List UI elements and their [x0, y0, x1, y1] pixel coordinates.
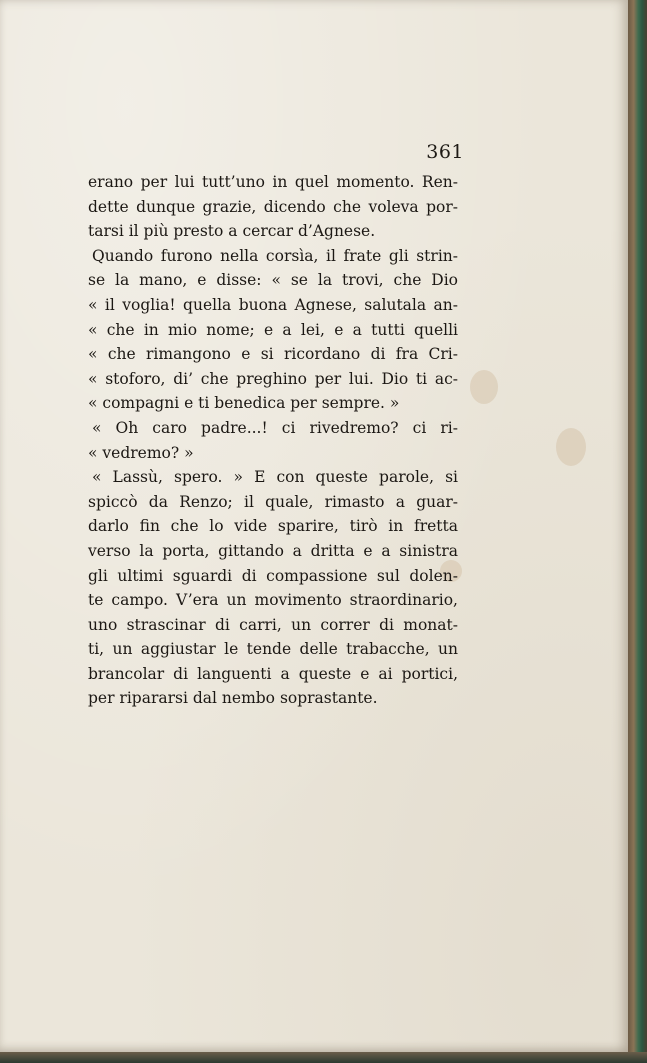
text-line: « Oh caro padre...! ci rivedremo? ci ri-	[92, 418, 458, 437]
text-line: gli ultimi sguardi di compassione sul dolen-	[88, 566, 458, 585]
text-line: Quando furono nella corsìa, il frate gli strin-	[92, 246, 458, 265]
text-line: per ripararsi dal nembo soprastante.	[88, 689, 378, 708]
text-line: verso la porta, gittando a dritta e a sinistra	[88, 541, 458, 560]
text-line: te campo. V’era un movimento straordinario,	[88, 591, 458, 610]
paper-stain	[556, 428, 586, 466]
text-line: « che in mio nome; e a lei, e a tutti quelli	[88, 320, 458, 339]
text-line: « Lassù, spero. » E con queste parole, si	[92, 468, 458, 487]
text-line: ti, un aggiustar le tende delle trabacche, un	[88, 640, 458, 659]
text-line: « compagni e ti benedica per sempre. »	[88, 394, 400, 413]
paper-stain	[470, 370, 498, 404]
text-line: dette dunque grazie, dicendo che voleva por-	[88, 197, 458, 216]
text-line: erano per lui tutt’uno in quel momento. Ren-	[88, 173, 458, 191]
text-line: tarsi il più presto a cercar d’Agnese.	[88, 222, 376, 241]
text-line: « che rimangono e si ricordano di fra Cri-	[88, 345, 458, 364]
text-line: spiccò da Renzo; il quale, rimasto a guar-	[88, 492, 458, 511]
page-number: 361	[426, 141, 464, 163]
text-line: darlo fin che lo vide sparire, tirò in fretta	[88, 517, 458, 536]
text-line: « vedremo? »	[88, 443, 194, 462]
text-line: se la mano, e disse: « se la trovi, che Dio	[88, 271, 458, 290]
body-text	[88, 170, 458, 711]
book-edge	[628, 0, 647, 1063]
text-line: « il voglia! quella buona Agnese, salutala an-	[88, 295, 458, 314]
text-line: uno strascinar di carri, un correr di monat-	[88, 615, 458, 634]
book-bottom-edge	[0, 1052, 647, 1063]
text-line: brancolar di languenti a queste e ai portici,	[88, 664, 458, 683]
text-line: « stoforo, di’ che preghino per lui. Dio ti ac-	[88, 369, 458, 388]
